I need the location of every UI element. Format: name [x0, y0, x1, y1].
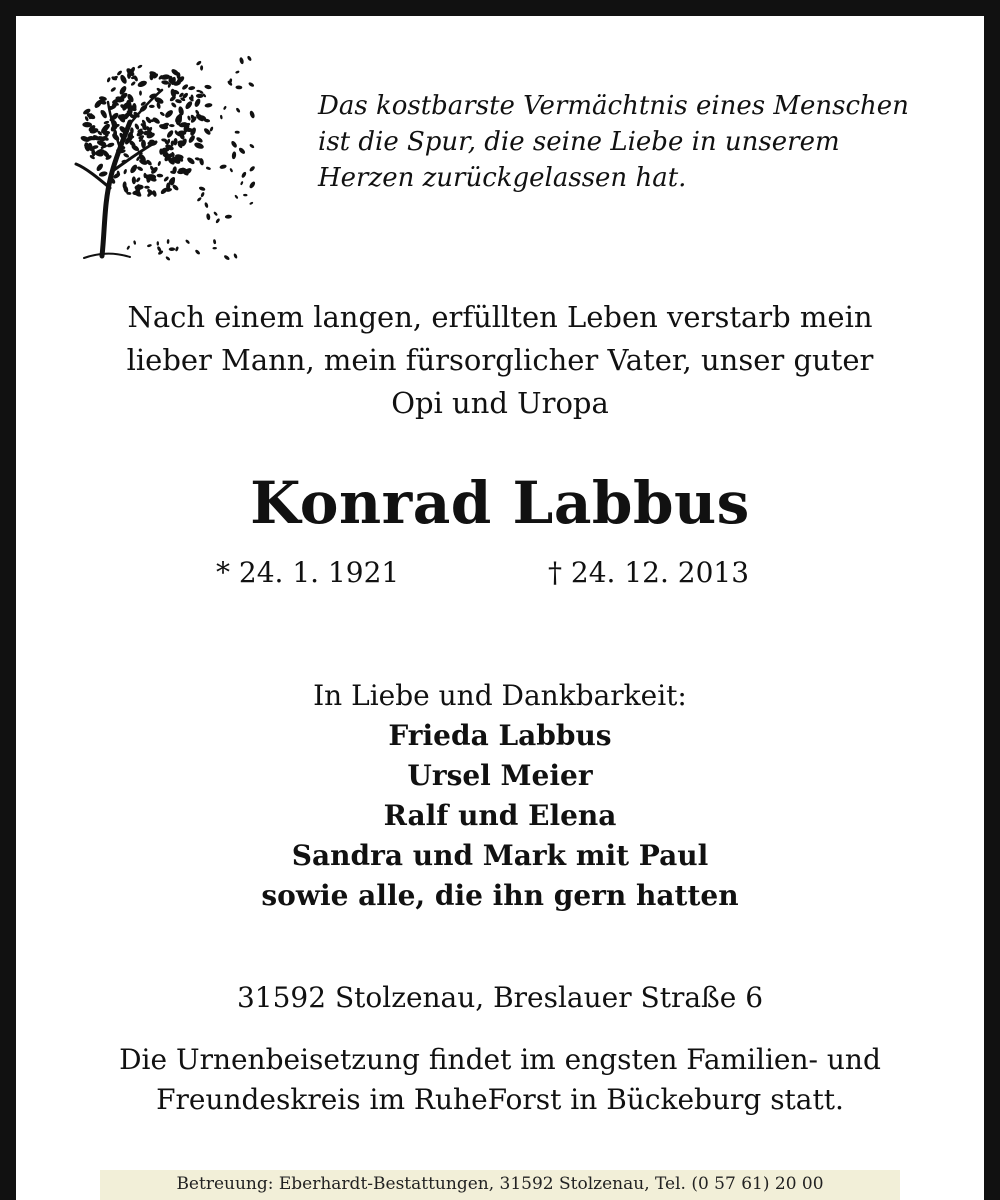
deceased-name: Konrad Labbus [250, 469, 750, 537]
intro-line: Opi und Uropa [391, 386, 609, 420]
funeral-home-footer: Betreuung: Eberhardt-Bestattungen, 31592 Stolzenau, Tel. (0 57 61) 20 00 [100, 1170, 900, 1200]
quote [318, 88, 958, 196]
quote-line: Das kostbarste Vermächtnis eines Menschen [318, 91, 909, 121]
burial-notice [40, 1040, 960, 1120]
intro-line: lieber Mann, mein fürsorglicher Vater, unser guter [126, 343, 874, 377]
mourner-name: Ursel Meier [407, 759, 593, 792]
tree-icon [58, 38, 258, 274]
mourner-list [40, 716, 960, 916]
mourner-name: Ralf und Elena [383, 799, 617, 832]
birth-date: * 24. 1. 1921 [216, 556, 400, 589]
mourner-name: Sandra und Mark mit Paul [291, 839, 709, 872]
address: 31592 Stolzenau, Breslauer Straße 6 [236, 981, 764, 1014]
burial-line: Freundeskreis im RuheForst in Bückeburg statt. [156, 1083, 844, 1116]
mourning-heading: In Liebe und Dankbarkeit: [313, 679, 687, 712]
burial-line: Die Urnenbeisetzung findet im engsten Familien- und [119, 1043, 881, 1076]
mourner-name: sowie alle, die ihn gern hatten [261, 879, 739, 912]
intro-line: Nach einem langen, erfüllten Leben verstarb mein [127, 300, 873, 334]
quote-line: ist die Spur, die seine Liebe in unserem [318, 127, 840, 157]
death-date: † 24. 12. 2013 [548, 556, 750, 589]
mourner-name: Frieda Labbus [388, 719, 612, 752]
intro-text [40, 296, 960, 425]
quote-line: Herzen zurückgelassen hat. [318, 163, 687, 193]
